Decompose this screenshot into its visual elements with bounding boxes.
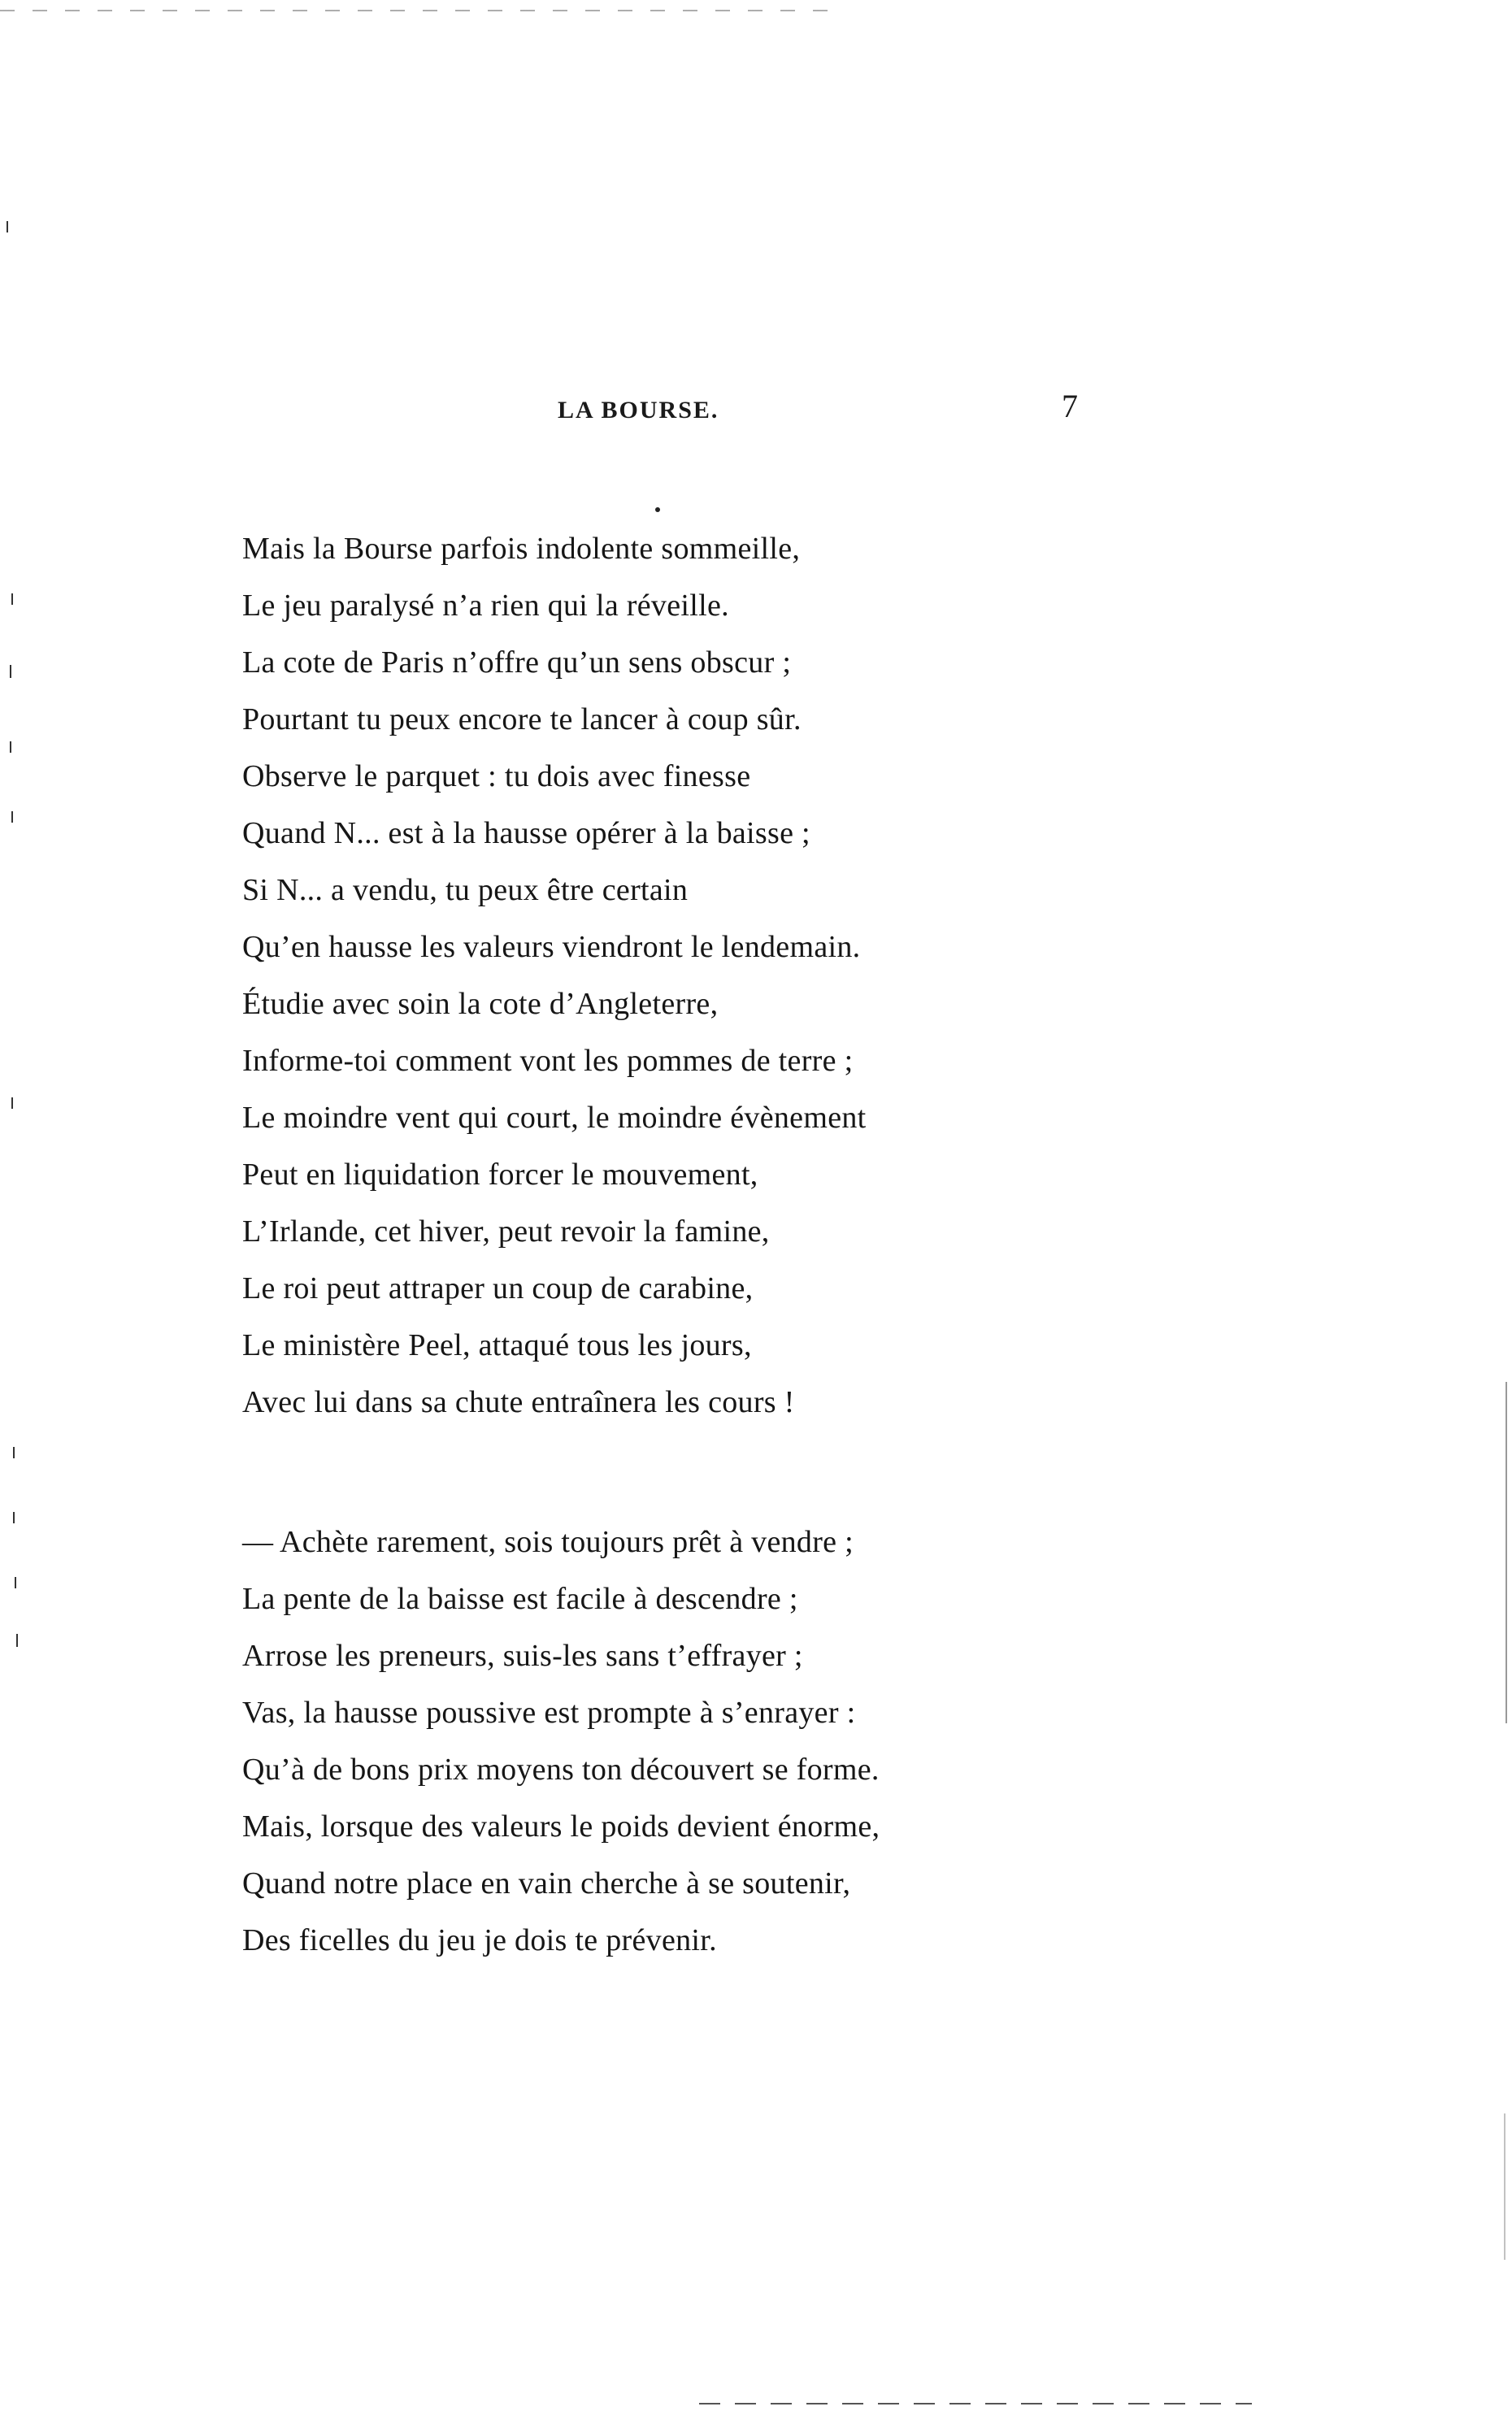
verse-line: Quand notre place en vain cherche à se soutenir, [242, 1866, 851, 1901]
scan-artifact [7, 221, 8, 232]
scan-artifact [10, 741, 11, 753]
verse-line: Quand N... est à la hausse opérer à la baisse ; [242, 816, 810, 850]
scan-edge-line [1505, 1382, 1507, 1723]
verse-line: Qu’en hausse les valeurs viendront le lendemain. [242, 930, 861, 964]
scan-artifact [13, 1512, 15, 1523]
scan-artifact-top [0, 10, 845, 11]
scan-edge-line [1504, 2113, 1505, 2260]
scan-artifact [15, 1577, 16, 1588]
verse-line: La cote de Paris n’offre qu’un sens obscur ; [242, 645, 792, 680]
verse-line: Arrose les preneurs, suis-les sans t’effrayer ; [242, 1639, 803, 1673]
verse-line: Le moindre vent qui court, le moindre évènement [242, 1101, 867, 1135]
verse-line: L’Irlande, cet hiver, peut revoir la famine, [242, 1214, 770, 1249]
verse-line: Peut en liquidation forcer le mouvement, [242, 1158, 758, 1192]
verse-line: Observe le parquet : tu dois avec finesse [242, 759, 751, 793]
scan-artifact [11, 1097, 13, 1109]
verse-line: Le jeu paralysé n’a rien qui la réveille. [242, 589, 729, 623]
verse-line: Étudie avec soin la cote d’Angleterre, [242, 987, 719, 1021]
verse-line: Le roi peut attraper un coup de carabine, [242, 1271, 754, 1305]
verse-line: — Achète rarement, sois toujours prêt à vendre ; [242, 1525, 854, 1559]
scan-artifact [11, 593, 13, 605]
stanza-1 [242, 520, 867, 1431]
scan-artifact [10, 665, 11, 678]
scan-artifact [11, 811, 13, 823]
stanza-2 [242, 1514, 880, 1969]
verse-line: Informe-toi comment vont les pommes de terre ; [242, 1044, 854, 1078]
scan-artifact [16, 1634, 18, 1647]
page-number: 7 [1062, 388, 1078, 424]
ink-dot [655, 507, 660, 512]
verse-line: Le ministère Peel, attaqué tous les jours, [242, 1328, 752, 1362]
verse-line: Avec lui dans sa chute entraînera les cours ! [242, 1385, 795, 1419]
scan-artifact-bottom [699, 2403, 1252, 2404]
verse-line: Si N... a vendu, tu peux être certain [242, 873, 689, 907]
verse-line: Des ficelles du jeu je dois te prévenir. [242, 1923, 717, 1957]
verse-line: Qu’à de bons prix moyens ton découvert se forme. [242, 1753, 880, 1787]
verse-line: Vas, la hausse poussive est prompte à s’enrayer : [242, 1696, 856, 1730]
verse-line: Mais, lorsque des valeurs le poids devient énorme, [242, 1809, 880, 1844]
scan-artifact [13, 1447, 15, 1458]
running-title: LA BOURSE. [558, 397, 719, 424]
verse-line: La pente de la baisse est facile à descendre ; [242, 1582, 798, 1616]
verse-line: Pourtant tu peux encore te lancer à coup sûr. [242, 702, 802, 736]
verse-line: Mais la Bourse parfois indolente sommeille, [242, 532, 801, 566]
